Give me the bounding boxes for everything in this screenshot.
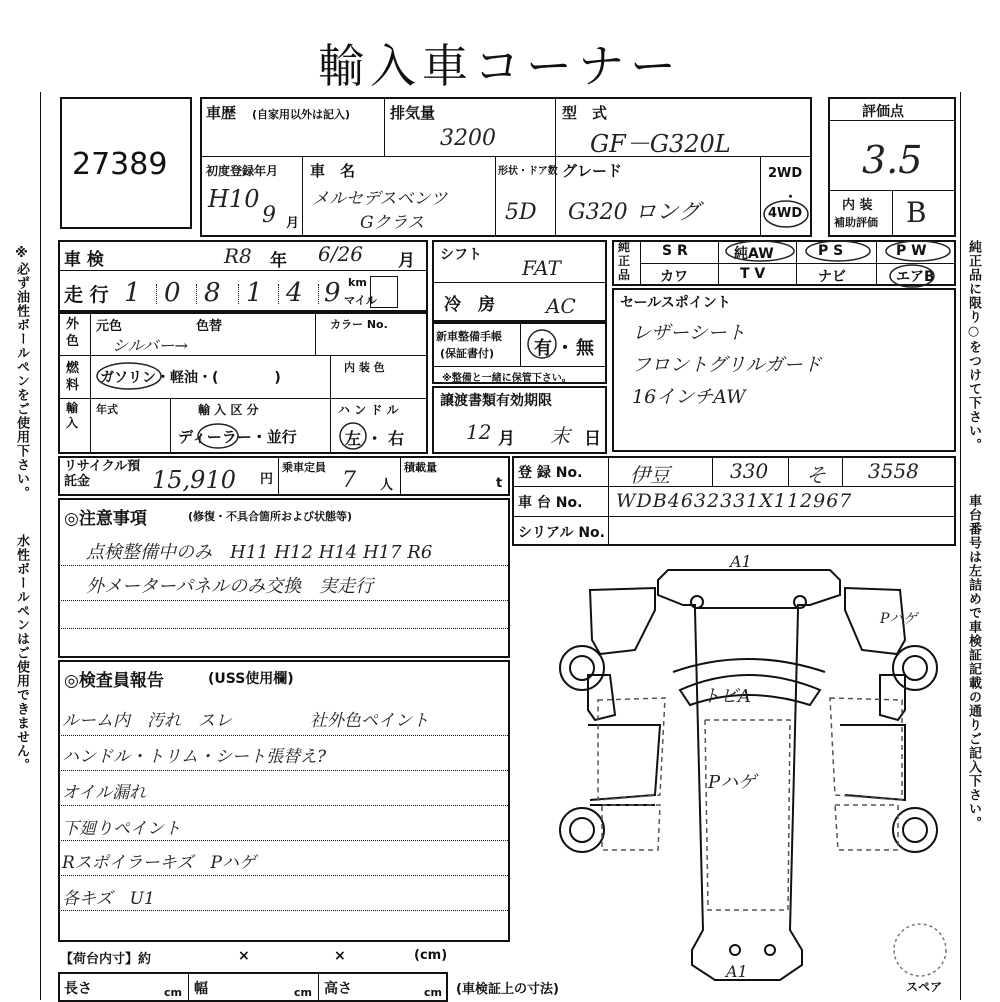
serial-no-label: シリアル No. — [518, 525, 605, 541]
inspection-label: 車 検 — [64, 250, 104, 270]
inspection-year: R8 — [224, 244, 252, 268]
four-wd-circle — [760, 196, 812, 232]
aux-score-label: 補助評価 — [834, 216, 878, 229]
history-note: (自家用以外は記入) — [252, 108, 351, 121]
color-no-label: カラー No. — [330, 318, 388, 331]
inspector-line-5: 下廻りペイント — [62, 819, 181, 839]
shape-doors-label: 形状・ドア数 — [498, 166, 558, 177]
mileage-digit: 1 — [246, 278, 263, 308]
notes-sub-label: (修復・不具合箇所および状態等) — [188, 510, 353, 523]
dimension-box — [58, 972, 448, 1002]
reg-no-label: 登 録 No. — [518, 465, 583, 481]
load-label: 積載量 — [404, 461, 437, 474]
mileage-unit-km: km — [348, 276, 367, 289]
cargo-cross-2: × — [334, 948, 346, 964]
aircon-label: 冷 房 — [444, 295, 495, 315]
mileage-unit-box — [370, 276, 398, 308]
spare-label: スペア — [906, 980, 943, 994]
handle-label: ハ ン ド ル — [338, 403, 399, 417]
car-name-label: 車 名 — [310, 162, 356, 180]
fuel-gasoline-circle — [94, 358, 164, 394]
width-unit: cm — [294, 986, 312, 999]
aircon-value: AC — [546, 294, 576, 318]
shift-label: シフト — [440, 247, 482, 263]
right-side-note-1: 純正品に限り○をつけて下さい。 — [966, 240, 981, 452]
grade-label: グレード — [562, 162, 623, 180]
two-wd-label: 2WD — [768, 166, 803, 181]
inspector-line-4: オイル漏れ — [62, 783, 147, 803]
sales-point-1: レザーシート — [632, 322, 746, 344]
diagram-hood-mark: トビA — [702, 686, 751, 707]
length-unit: cm — [164, 986, 182, 999]
cargo-label: 【荷台内寸】約 — [60, 952, 152, 967]
score-label: 評価点 — [862, 104, 904, 120]
mileage-digit: 4 — [286, 278, 303, 308]
inspector-label: ◎検査員報告 — [64, 671, 164, 691]
model-year-label: 年式 — [96, 403, 118, 416]
left-side-note-1: ※必ず油性ボールペンをご使用下さい。 — [14, 246, 29, 500]
first-reg-month: 9 — [262, 203, 276, 228]
displacement-label: 排気量 — [390, 104, 436, 122]
lot-number: 27389 — [72, 147, 168, 182]
note-line-2: 外メーターパネルのみ交換 実走行 — [86, 576, 374, 597]
maintenance-have: 有 — [534, 338, 552, 359]
capacity-label: 乗車定員 — [282, 461, 326, 474]
interior-score-value: B — [906, 196, 927, 229]
handle-options: 左 ・ 右 — [345, 429, 405, 448]
equip-navi: ナビ — [818, 269, 846, 285]
sales-point-2: フロントグリルガード — [632, 354, 822, 376]
diagram-right-mark: Pハゲ — [880, 611, 918, 627]
maintenance-have-circle — [522, 326, 562, 362]
transfer-doc-label: 譲渡書類有効期限 — [440, 393, 552, 409]
recycle-amount: 15,910 — [152, 466, 236, 494]
equip-ps: P S — [818, 243, 844, 259]
cert-note: (車検証上の寸法) — [456, 982, 559, 997]
right-frame-line — [960, 92, 961, 1000]
fuel-label: 燃料 — [66, 361, 80, 393]
inspector-sub-label: (USS使用欄) — [208, 671, 294, 687]
inspector-line-1: ルーム内 汚れ スレ — [62, 711, 232, 731]
capacity-value: 7 — [342, 468, 356, 493]
mileage-digit: 8 — [204, 278, 221, 308]
reg-number: 3558 — [868, 459, 919, 483]
inspection-date: 6/26 — [318, 242, 363, 266]
inspection-year-unit: 年 — [270, 251, 287, 271]
first-reg-year: H10 — [208, 185, 260, 213]
equip-leather: カワ — [660, 269, 688, 285]
equip-pw: P W — [896, 243, 927, 259]
notes-label: ◎注意事項 — [64, 509, 147, 529]
height-unit: cm — [424, 986, 442, 999]
grade-value: G320 ロング — [568, 200, 701, 225]
interior-score-label: 内 装 — [842, 198, 873, 213]
import-dealer-circle — [180, 420, 250, 452]
inspector-line-7: 各キズ U1 — [62, 889, 155, 909]
diagram-roof-mark: Pハゲ — [708, 772, 757, 793]
sales-point-3: 16インチAW — [632, 386, 746, 408]
length-label: 長さ — [64, 981, 92, 997]
page-title: 輸入車コーナー — [318, 39, 682, 93]
inspector-line-6: Rスポイラーキズ Pハゲ — [62, 853, 256, 873]
sales-points-label: セールスポイント — [620, 295, 731, 311]
cargo-cross-1: × — [238, 948, 250, 964]
reg-kana: そ — [806, 463, 826, 487]
chassis-no-label: 車 台 No. — [518, 495, 583, 511]
note-line-1: 点検整備中のみ H11 H12 H14 H17 R6 — [86, 542, 433, 563]
shift-value: FAT — [522, 256, 561, 280]
equipment-circles — [718, 238, 958, 290]
chassis-number: WDB4632331X112967 — [616, 490, 853, 512]
first-reg-month-unit: 月 — [286, 216, 300, 231]
equipment-label: 純正品 — [618, 240, 631, 282]
car-name-2: Gクラス — [360, 213, 425, 233]
inspector-line-3: ハンドル・トリム・シート張替え? — [62, 747, 327, 767]
mileage-digit: 0 — [164, 278, 181, 308]
score-value: 3.5 — [862, 138, 923, 182]
reg-area: 伊豆 — [630, 463, 670, 487]
shape-doors-value: 5D — [505, 200, 537, 225]
equip-tv: T V — [740, 266, 766, 282]
left-side-note-2: 水性ボールペンはご使用できません。 — [14, 534, 29, 772]
interior-color-label: 内 装 色 — [344, 361, 385, 374]
model-type-value: GF－G320L — [590, 130, 731, 158]
maintenance-none: 無 — [576, 338, 594, 359]
transfer-day-unit: 日 — [584, 429, 601, 449]
handle-left-circle — [336, 420, 370, 452]
mileage-unit-mile: マイル — [344, 294, 377, 307]
cargo-unit: (cm) — [414, 948, 448, 963]
reg-class: 330 — [730, 459, 769, 483]
lot-number-box — [60, 97, 192, 229]
transfer-month: 12 — [466, 420, 492, 444]
left-frame-line — [40, 92, 41, 1000]
mileage-label: 走 行 — [64, 284, 109, 306]
color-value: シルバー→ — [112, 336, 188, 355]
displacement-value: 3200 — [440, 126, 496, 151]
import-class-label: 輸 入 区 分 — [198, 403, 259, 417]
model-type-label: 型 式 — [562, 104, 608, 122]
import-label: 輸入 — [66, 401, 79, 430]
equip-sr: S R — [662, 243, 688, 259]
width-label: 幅 — [194, 981, 208, 997]
height-label: 高さ — [324, 981, 352, 997]
load-unit: t — [496, 476, 503, 491]
import-class-options: ディーラー・並行 — [178, 428, 297, 446]
inspector-line-2: 社外色ペイント — [310, 711, 429, 731]
diagram-rear-mark: A1 — [726, 962, 748, 981]
original-color-label: 元色 — [96, 319, 123, 334]
maintenance-book-label: 新車整備手帳 — [436, 330, 502, 343]
mileage-digit: 1 — [124, 278, 141, 308]
four-wd-label: 4WD — [768, 206, 803, 221]
equip-airbag: エアB — [896, 269, 935, 285]
warranty-label: (保証書付) — [440, 347, 495, 360]
recycle-label: リサイクル預託金 — [64, 459, 141, 489]
car-name-1: メルセデスベンツ — [312, 189, 448, 209]
transfer-month-unit: 月 — [498, 429, 515, 449]
repaint-label: 色替 — [196, 319, 223, 334]
inspection-month-unit: 月 — [398, 251, 415, 271]
capacity-unit: 人 — [380, 478, 394, 493]
first-reg-label: 初度登録年月 — [206, 164, 279, 178]
right-side-note-2: 車台番号は左詰めで車検証記載の通りご記入下さい。 — [966, 494, 981, 830]
exterior-color-label: 外色 — [66, 317, 80, 349]
transfer-day: 末 — [550, 424, 570, 448]
equip-aw: 純AW — [734, 246, 774, 262]
mileage-digit: 9 — [324, 278, 341, 308]
fuel-options: ガソリン・軽油・( ) — [100, 370, 281, 386]
history-label: 車歴 — [206, 104, 237, 122]
recycle-yen: 円 — [260, 472, 274, 487]
keep-note: ※整備と一緒に保管下さい。 — [442, 373, 572, 384]
diagram-front-mark: A1 — [730, 552, 752, 571]
